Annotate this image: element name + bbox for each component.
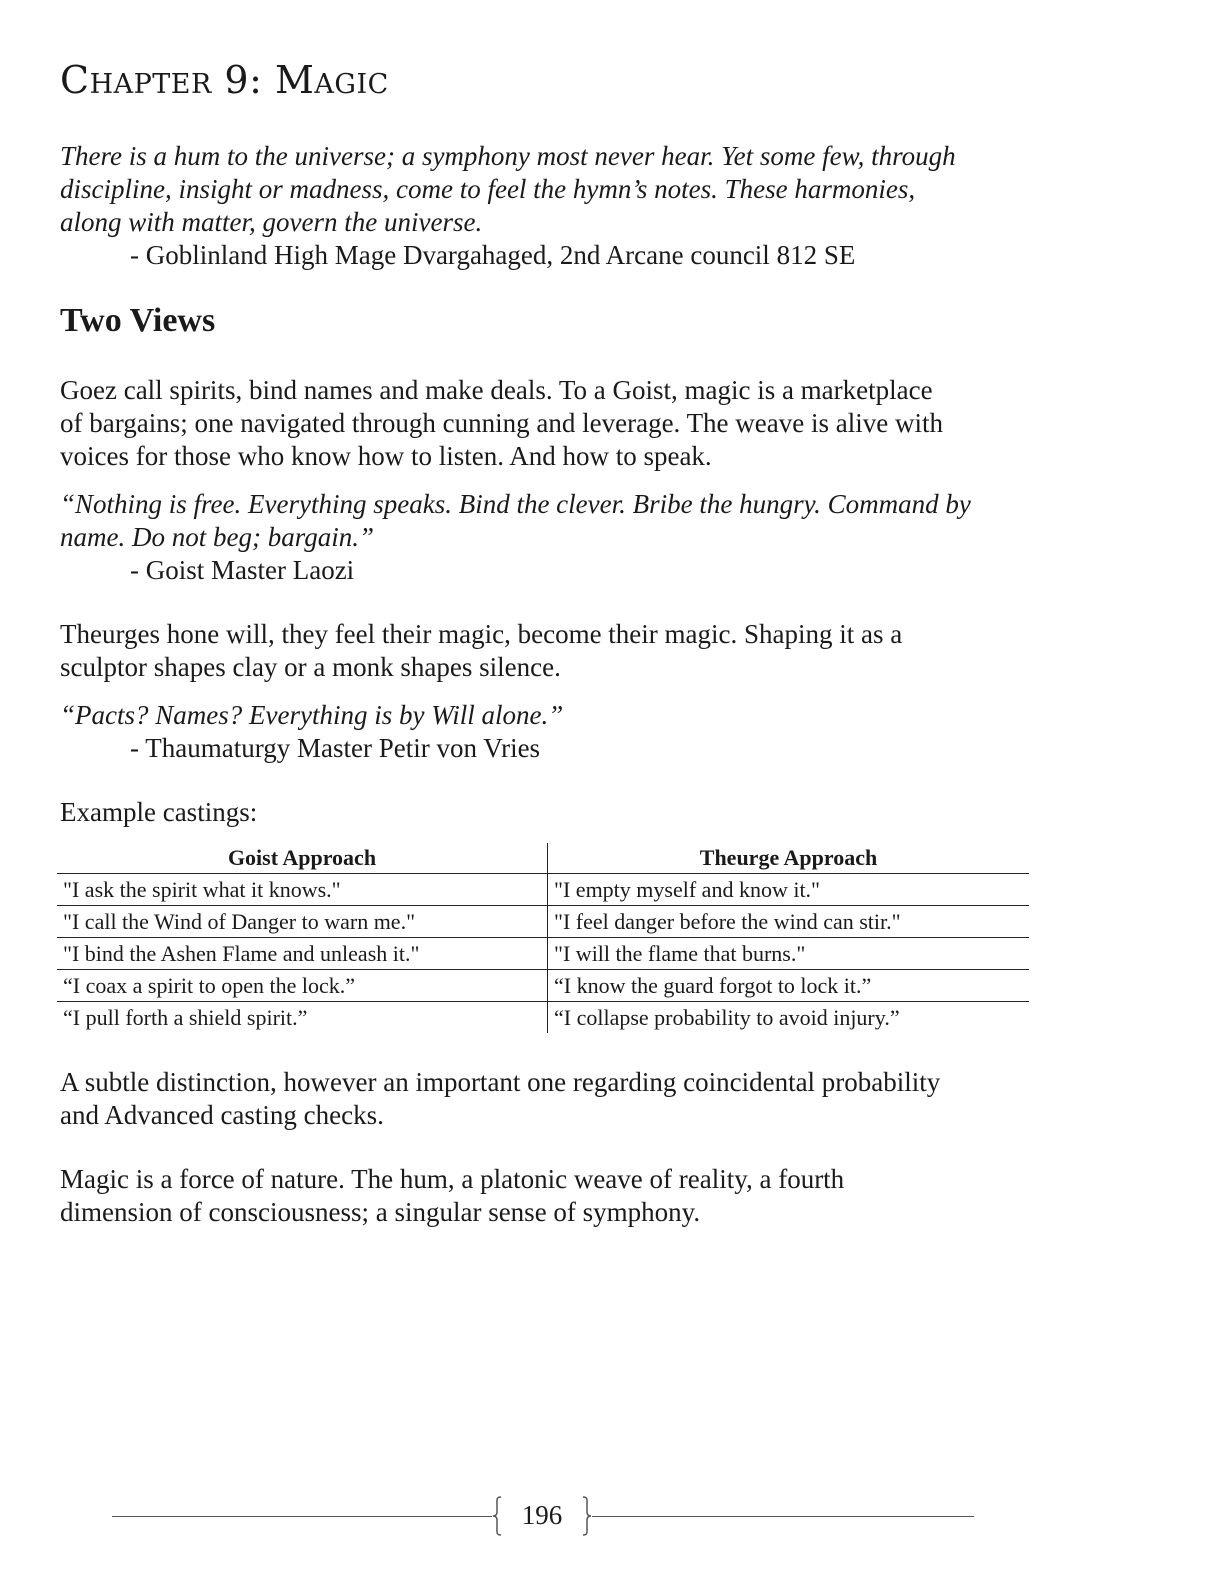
- table-row: [57, 1002, 1029, 1034]
- paragraph-line: voices for those who know how to listen. And how to speak.: [60, 441, 712, 471]
- paragraph-line: of bargains; one navigated through cunning and leverage. The weave is alive with: [60, 408, 943, 438]
- column-header-theurge: Theurge Approach: [548, 843, 1030, 874]
- column-header-goist: Goist Approach: [57, 843, 548, 874]
- epigraph: [60, 140, 1060, 272]
- chapter-title: Chapter 9: Magic: [60, 58, 389, 102]
- goist-quote: [60, 488, 1060, 587]
- theurge-quote: [60, 699, 1060, 765]
- table-row: [57, 938, 1029, 970]
- table-row: [57, 970, 1029, 1002]
- paragraph-line: dimension of consciousness; a singular sense of symphony.: [60, 1197, 701, 1227]
- goist-cell: "I call the Wind of Danger to warn me.": [57, 906, 548, 938]
- paragraph-line: sculptor shapes clay or a monk shapes silence.: [60, 652, 561, 682]
- quote-line: name. Do not beg; bargain.”: [60, 522, 374, 552]
- examples-label: Example castings:: [60, 797, 258, 827]
- epigraph-line: along with matter, govern the universe.: [60, 207, 483, 237]
- theurge-cell: “I know the guard forgot to lock it.”: [548, 970, 1030, 1002]
- paragraph-line: Goez call spirits, bind names and make deals. To a Goist, magic is a marketplace: [60, 375, 933, 405]
- force-paragraph: [60, 1163, 1060, 1229]
- theurge-cell: “I collapse probability to avoid injury.”: [554, 1004, 900, 1030]
- footer-rule-left: [112, 1516, 492, 1517]
- epigraph-line: There is a hum to the universe; a symphony most never hear. Yet some few, through: [60, 141, 956, 171]
- quote-line: “Nothing is free. Everything speaks. Bind the clever. Bribe the hungry. Command by: [60, 489, 971, 519]
- theurge-cell: "I empty myself and know it.": [548, 874, 1030, 906]
- section-heading: Two Views: [60, 302, 216, 339]
- goist-cell: “I pull forth a shield spirit.”: [57, 1002, 548, 1034]
- paragraph-line: Magic is a force of nature. The hum, a platonic weave of reality, a fourth: [60, 1164, 845, 1194]
- footer-rule-right: [592, 1516, 974, 1517]
- paragraph-line: and Advanced casting checks.: [60, 1100, 384, 1130]
- paragraph-line: Theurges hone will, they feel their magic, become their magic. Shaping it as a: [60, 619, 903, 649]
- table-header-row: [57, 843, 1029, 874]
- page-number: 196: [521, 1500, 563, 1530]
- theurge-cell: "I will the flame that burns.": [548, 938, 1030, 970]
- goist-cell: “I coax a spirit to open the lock.”: [57, 970, 548, 1002]
- goist-cell: "I ask the spirit what it knows.": [57, 874, 548, 906]
- page-footer: [112, 1490, 974, 1546]
- goist-cell: "I bind the Ashen Flame and unleash it.": [57, 938, 548, 970]
- quote-line: “Pacts? Names? Everything is by Will alone.”: [60, 700, 564, 730]
- castings-table: [57, 843, 1029, 1033]
- theurge-cell: "I feel danger before the wind can stir.": [548, 906, 1030, 938]
- epigraph-line: discipline, insight or madness, come to feel the hymn’s notes. These harmonies,: [60, 174, 916, 204]
- quote-attribution: - Goist Master Laozi: [130, 555, 355, 585]
- table-row: [57, 874, 1029, 906]
- right-brace-icon: [582, 1496, 592, 1536]
- table-row: [57, 906, 1029, 938]
- theurge-paragraph: [60, 618, 1060, 684]
- paragraph-line: A subtle distinction, however an important one regarding coincidental probability: [60, 1067, 941, 1097]
- quote-attribution: - Thaumaturgy Master Petir von Vries: [130, 733, 541, 763]
- distinction-paragraph: [60, 1066, 1060, 1132]
- goist-paragraph: [60, 374, 1060, 473]
- epigraph-attribution: - Goblinland High Mage Dvargahaged, 2nd Arcane council 812 SE: [130, 240, 856, 270]
